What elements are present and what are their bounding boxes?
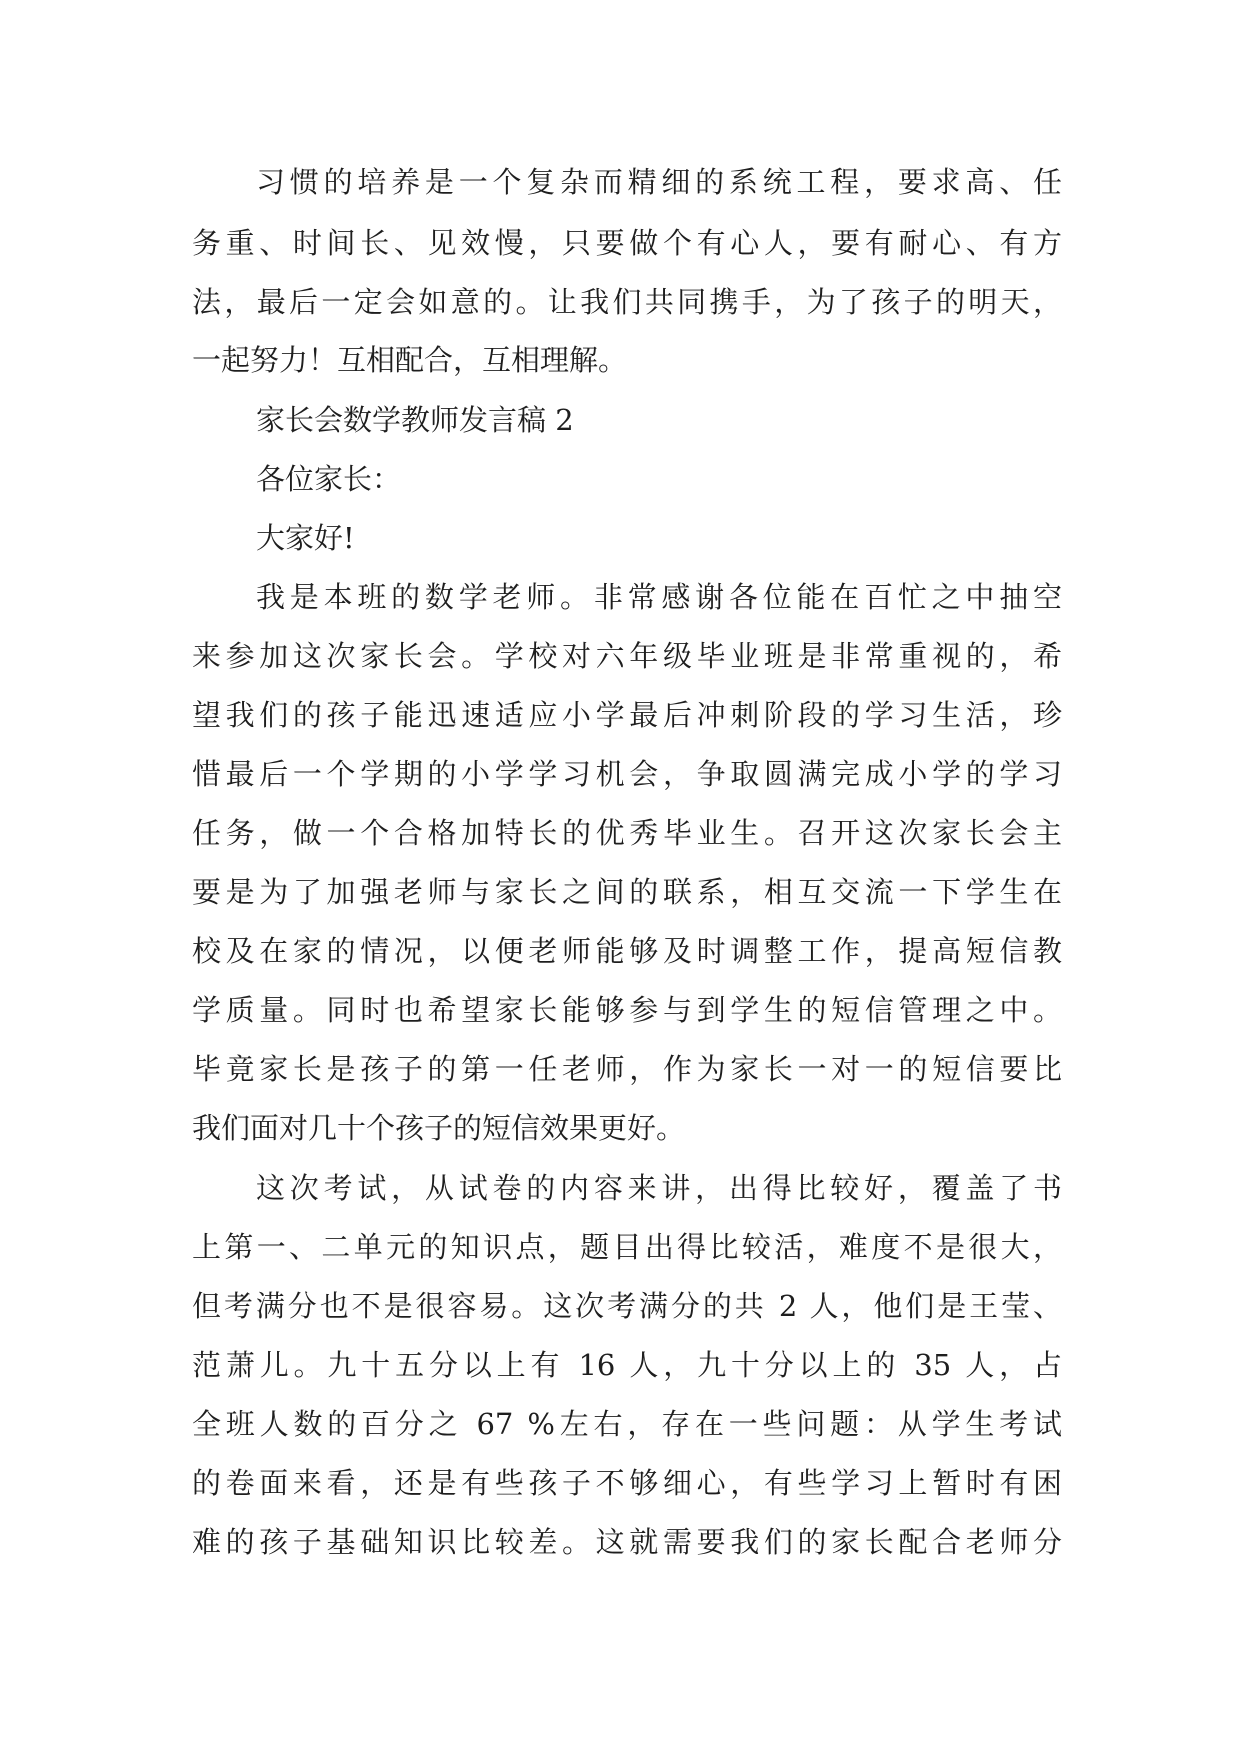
paragraph-line: 校及在家的情况，以便老师能够及时调整工作，提高短信教 <box>192 934 1062 968</box>
section-title: 家长会数学教师发言稿 2 <box>256 403 574 437</box>
paragraph-line: 望我们的孩子能迅速适应小学最后冲刺阶段的学习生活，珍 <box>192 698 1062 732</box>
paragraph-line: 要是为了加强老师与家长之间的联系，相互交流一下学生在 <box>192 875 1062 909</box>
paragraph-line: 全班人数的百分之 67 %左右，存在一些问题：从学生考试 <box>192 1407 1062 1441</box>
paragraph-line: 这次考试，从试卷的内容来讲，出得比较好，覆盖了书 <box>256 1171 1062 1205</box>
salutation: 各位家长： <box>256 462 402 496</box>
paragraph-line: 上第一、二单元的知识点，题目出得比较活，难度不是很大， <box>192 1230 1062 1264</box>
paragraph-line: 毕竟家长是孩子的第一任老师，作为家长一对一的短信要比 <box>192 1052 1062 1086</box>
paragraph-line: 一起努力！互相配合，互相理解。 <box>192 343 628 377</box>
paragraph-line: 任务，做一个合格加特长的优秀毕业生。召开这次家长会主 <box>192 816 1062 850</box>
paragraph-line: 难的孩子基础知识比较差。这就需要我们的家长配合老师分 <box>192 1525 1062 1559</box>
paragraph-line: 学质量。同时也希望家长能够参与到学生的短信管理之中。 <box>192 993 1062 1027</box>
paragraph-line: 法，最后一定会如意的。让我们共同携手，为了孩子的明天， <box>192 285 1062 319</box>
paragraph-line: 惜最后一个学期的小学学习机会，争取圆满完成小学的学习 <box>192 757 1062 791</box>
greeting: 大家好! <box>256 521 355 555</box>
paragraph-line: 务重、时间长、见效慢，只要做个有心人，要有耐心、有方 <box>192 226 1062 260</box>
paragraph-line: 但考满分也不是很容易。这次考满分的共 2 人，他们是王莹、 <box>192 1289 1062 1323</box>
paragraph-line: 我们面对几十个孩子的短信效果更好。 <box>192 1111 686 1145</box>
paragraph-line: 我是本班的数学老师。非常感谢各位能在百忙之中抽空 <box>256 580 1062 614</box>
paragraph-line: 范萧儿。九十五分以上有 16 人，九十分以上的 35 人，占 <box>192 1348 1062 1382</box>
paragraph-line: 习惯的培养是一个复杂而精细的系统工程，要求高、任 <box>256 165 1062 199</box>
paragraph-line: 来参加这次家长会。学校对六年级毕业班是非常重视的，希 <box>192 639 1062 673</box>
paragraph-line: 的卷面来看，还是有些孩子不够细心，有些学习上暂时有困 <box>192 1466 1062 1500</box>
